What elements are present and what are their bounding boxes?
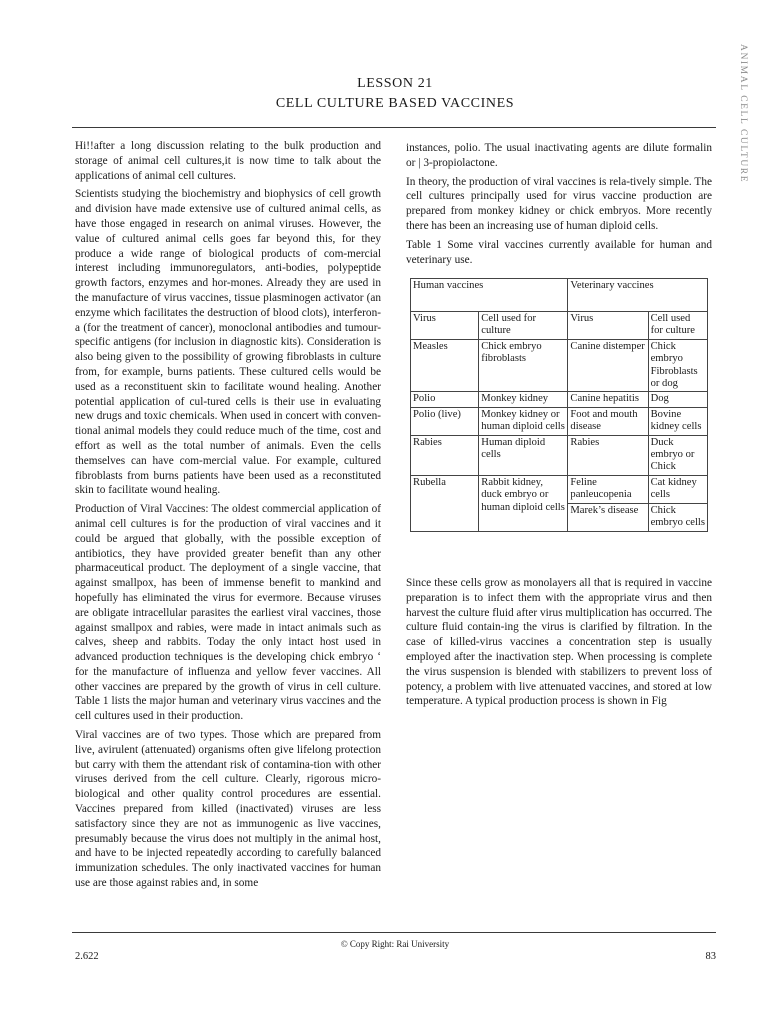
running-side-label: ANIMAL CELL CULTURE: [738, 44, 748, 184]
page-number: 83: [705, 951, 716, 962]
course-code: 2.622: [75, 951, 99, 962]
vet-culture-cell: Dog: [648, 392, 707, 407]
vet-culture-cell: Duck embryo or Chick: [648, 435, 707, 475]
table-header-row: [411, 279, 708, 312]
paragraph-inactivating-agents: instances, polio. The usual inactivating agents are dilute formalin or | 3-propiolactone.: [406, 142, 712, 169]
human-virus-cell: Rubella: [411, 475, 479, 531]
table-row: [411, 475, 708, 503]
table-caption: Table 1 Some viral vaccines currently available for human and veterinary use.: [406, 238, 712, 266]
human-culture-cell: Chick embryo fibroblasts: [479, 339, 568, 392]
human-virus-cell: Measles: [411, 339, 479, 392]
footer-divider: [72, 932, 716, 933]
human-virus-cell: Polio: [411, 392, 479, 407]
paragraph-viral-vaccines: Production of Viral Vaccines: The oldest commercial application of animal cell cultures is for the production of viral vaccines and it could be argued that globally, with the possible exception of antibiotics, they have provided greater benefit than any other pharmaceutical product. The deployment of a single vaccine, that against smallpox, has been of immense benefit to mankind and hopefully has eliminated the virus for evermore. Because viruses are obligate intracellular parasites the earliest viral vaccines, those against smallpox and rabies, were made in intact animals such as calves, sheep and rabbits. Today the only intact host used in advanced production techniques is the developing chick embryo ‘ for the manufacture of influenza and yellow fever vaccines. All other vaccines are prepared by the growth of virus in cell culture. Table 1 lists the major human and veterinary virus vaccines and the cell cultures used in their production.: [75, 503, 381, 723]
header-human-vaccines: Human vaccines: [411, 279, 568, 312]
paragraph-vaccine-types: Viral vaccines are of two types. Those which are prepared from live, avirulent (attenuated) organisms often give lifelong protection but carry with them the attendant risk of contamina-tion with other viruses derived from the cell culture. Clearly, rigorous micro-biological and other quality control procedures are essential. Vaccines prepared from killed (inactivated) viruses are less satisfactory since they are not as immunogenic as live vaccines, presumably because the virus does not multiply in the animal host, and have to be injected repeatedly according to carefully balanced immunization schedules. The only inactivated vaccines for human use are those against rabies and, in some: [75, 729, 381, 890]
vet-virus-cell: Virus: [568, 312, 648, 340]
vet-virus-cell: Canine hepatitis: [568, 392, 648, 407]
header-divider: [72, 127, 716, 128]
table-row: [411, 312, 708, 340]
paragraph-monolayer-process: Since these cells grow as monolayers all that is required in vaccine preparation is to infect them with the appropriate virus and then harvest the culture fluid after virus multiplication has occurred. The culture fluid contain-ing the virus is clarified by filtration. In the case of killed-virus vaccines a concentration step is usually employed after the inactivation step. When processing is complete the virus suspension is blended with stabilizers to prevent loss of potency, a problem with live attenuated vaccines, and stored at low temperature. A typical production process is shown in Fig: [406, 577, 712, 708]
human-virus-cell: Polio (live): [411, 407, 479, 435]
human-culture-cell: Cell used for culture: [479, 312, 568, 340]
vet-virus-cell: Rabies: [568, 435, 648, 475]
vet-virus-cell: Canine distemper: [568, 339, 648, 392]
paragraph-applications: Scientists studying the biochemistry and biophysics of cell growth and division have made extensive use of cultured animal cells, as have those engaged in research on animal viruses. However, the value of cultured animal cells goes far beyond this, for they produce a wide range of biological products of com-mercial interest including immunoregulators, anti-bodies, polypeptide growth factors, enzymes and hor-mones. Already they are used in the manufacture of virus vaccines, tissue plasminogen activator (an enzyme which facilitates the destruction of blood clots), interferon-a (for the treatment of cancer), monoclonal antibodies and tumour-specific antigens (for inclusion in diagnostic kits). Consideration is also being given to the possibility of growing fibroblasts in culture from, for example, burns patients. These cultured cells would be used as a reconstituent skin to facilitate wound healing. Another potential application of cul-tured cells is their use in evaluating new drugs and toxic chemicals. When used in concert with conven-tional animal models they could reduce much of the time, cost and effort as well as the total number of animals. Even the cells themselves can have com-mercial value. For example, cultured fibroblasts from burns patients have been used as a reconstituted skin to facilitate wound healing.: [75, 188, 381, 497]
vet-culture-cell: Bovine kidney cells: [648, 407, 707, 435]
vet-culture-cell: Cell used for culture: [648, 312, 707, 340]
table-row: [411, 392, 708, 407]
left-column: [75, 139, 381, 895]
paragraph-intro: Hi!!after a long discussion relating to the bulk production and storage of animal cell cultures,it is now time to talk about the applications of animal cell cultures.: [75, 140, 381, 182]
header-veterinary-vaccines: Veterinary vaccines: [568, 279, 708, 312]
human-culture-cell: Monkey kidney: [479, 392, 568, 407]
vet-culture-cell: Cat kidney cells: [648, 475, 707, 503]
vet-culture-cell: Chick embryo cells: [648, 503, 707, 531]
right-column-bottom: [406, 576, 712, 713]
human-culture-cell: Rabbit kidney, duck embryo or human diploid cells: [479, 475, 568, 531]
table-row: [411, 435, 708, 475]
human-virus-cell: Virus: [411, 312, 479, 340]
vet-virus-cell: Marek’s disease: [568, 503, 648, 531]
vet-virus-cell: Feline panleucopenia: [568, 475, 648, 503]
vet-virus-cell: Foot and mouth disease: [568, 407, 648, 435]
copyright-notice: © Copy Right: Rai University: [340, 939, 450, 949]
table-row: [411, 339, 708, 392]
table-row: [411, 407, 708, 435]
human-virus-cell: Rabies: [411, 435, 479, 475]
human-culture-cell: Monkey kidney or human diploid cells: [479, 407, 568, 435]
page-title: CELL CULTURE BASED VACCINES: [275, 96, 515, 111]
vaccine-table: [410, 278, 708, 532]
human-culture-cell: Human diploid cells: [479, 435, 568, 475]
vet-culture-cell: Chick embryo Fibroblasts or dog: [648, 339, 707, 392]
right-column-top: [406, 141, 712, 271]
paragraph-production-theory: In theory, the production of viral vaccines is rela-tively simple. The cell cultures principally used for virus vaccine production are prepared from monkey kidney or chick embryos. More recently there has been an increasing use of human diploid cells.: [406, 175, 712, 232]
lesson-number: LESSON 21: [357, 76, 433, 91]
